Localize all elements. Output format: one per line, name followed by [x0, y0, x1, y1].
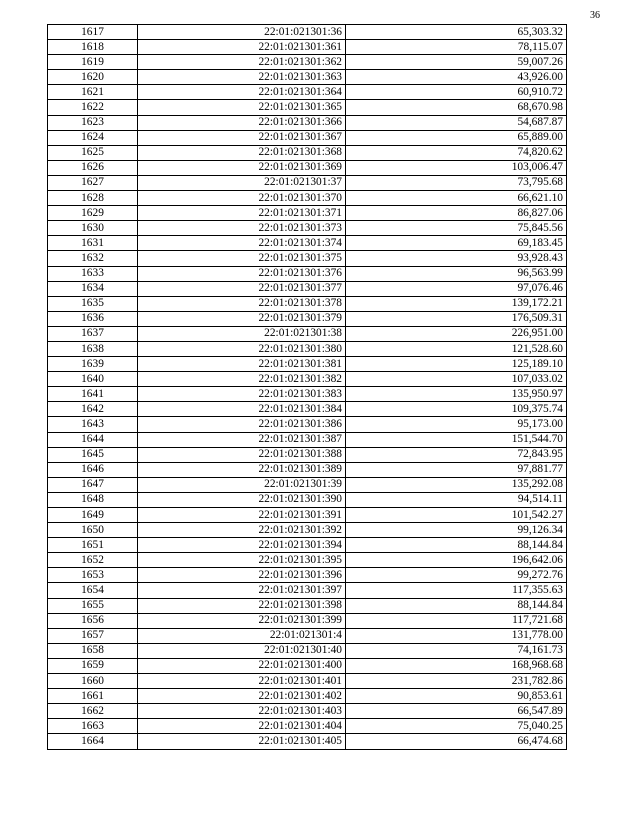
row-number-cell: 1640: [48, 372, 138, 387]
cadastral-value-cell: 107,033.02: [346, 372, 567, 387]
table-row: [48, 447, 567, 462]
cadastral-value-cell: 135,292.08: [346, 477, 567, 492]
table-row: [48, 130, 567, 145]
cadastral-value-cell: 65,889.00: [346, 130, 567, 145]
row-number-cell: 1650: [48, 523, 138, 538]
table-row: [48, 100, 567, 115]
row-number-cell: 1626: [48, 160, 138, 175]
cadastral-number-cell: 22:01:021301:368: [138, 145, 346, 160]
table-row: [48, 236, 567, 251]
cadastral-number-cell: 22:01:021301:400: [138, 658, 346, 673]
row-number-cell: 1628: [48, 191, 138, 206]
table-row: [48, 492, 567, 507]
cadastral-number-cell: 22:01:021301:392: [138, 523, 346, 538]
cadastral-value-cell: 176,509.31: [346, 311, 567, 326]
row-number-cell: 1641: [48, 387, 138, 402]
row-number-cell: 1653: [48, 568, 138, 583]
cadastral-value-cell: 73,795.68: [346, 175, 567, 190]
table-row: [48, 175, 567, 190]
table-row: [48, 568, 567, 583]
cadastral-number-cell: 22:01:021301:403: [138, 704, 346, 719]
cadastral-value-cell: 117,355.63: [346, 583, 567, 598]
row-number-cell: 1618: [48, 40, 138, 55]
cadastral-number-cell: 22:01:021301:405: [138, 734, 346, 749]
cadastral-value-cell: 66,547.89: [346, 704, 567, 719]
table-row: [48, 387, 567, 402]
row-number-cell: 1642: [48, 402, 138, 417]
cadastral-value-cell: 72,843.95: [346, 447, 567, 462]
row-number-cell: 1647: [48, 477, 138, 492]
table-row: [48, 628, 567, 643]
cadastral-value-cell: 97,076.46: [346, 281, 567, 296]
cadastral-value-cell: 75,040.25: [346, 719, 567, 734]
cadastral-number-cell: 22:01:021301:370: [138, 191, 346, 206]
cadastral-value-cell: 43,926.00: [346, 70, 567, 85]
table-row: [48, 40, 567, 55]
cadastral-value-cell: 66,474.68: [346, 734, 567, 749]
cadastral-number-cell: 22:01:021301:366: [138, 115, 346, 130]
cadastral-value-cell: 88,144.84: [346, 598, 567, 613]
table-row: [48, 643, 567, 658]
row-number-cell: 1629: [48, 206, 138, 221]
cadastral-number-cell: 22:01:021301:404: [138, 719, 346, 734]
row-number-cell: 1624: [48, 130, 138, 145]
cadastral-value-cell: 88,144.84: [346, 538, 567, 553]
table-row: [48, 25, 567, 40]
row-number-cell: 1623: [48, 115, 138, 130]
cadastral-value-cell: 75,845.56: [346, 221, 567, 236]
cadastral-value-cell: 66,621.10: [346, 191, 567, 206]
cadastral-number-cell: 22:01:021301:383: [138, 387, 346, 402]
cadastral-value-cell: 168,968.68: [346, 658, 567, 673]
cadastral-number-cell: 22:01:021301:384: [138, 402, 346, 417]
row-number-cell: 1627: [48, 175, 138, 190]
cadastral-value-cell: 74,820.62: [346, 145, 567, 160]
cadastral-number-cell: 22:01:021301:394: [138, 538, 346, 553]
row-number-cell: 1638: [48, 341, 138, 356]
row-number-cell: 1646: [48, 462, 138, 477]
cadastral-number-cell: 22:01:021301:371: [138, 206, 346, 221]
cadastral-number-cell: 22:01:021301:376: [138, 266, 346, 281]
cadastral-number-cell: 22:01:021301:401: [138, 674, 346, 689]
row-number-cell: 1655: [48, 598, 138, 613]
cadastral-value-cell: 99,126.34: [346, 523, 567, 538]
page-number: 36: [590, 10, 600, 21]
cadastral-number-cell: 22:01:021301:375: [138, 251, 346, 266]
table-row: [48, 674, 567, 689]
cadastral-number-cell: 22:01:021301:377: [138, 281, 346, 296]
table-row: [48, 583, 567, 598]
row-number-cell: 1643: [48, 417, 138, 432]
cadastral-value-cell: 226,951.00: [346, 326, 567, 341]
cadastral-number-cell: 22:01:021301:390: [138, 492, 346, 507]
table-row: [48, 221, 567, 236]
table-row: [48, 296, 567, 311]
cadastral-number-cell: 22:01:021301:362: [138, 55, 346, 70]
cadastral-number-cell: 22:01:021301:391: [138, 508, 346, 523]
cadastral-number-cell: 22:01:021301:386: [138, 417, 346, 432]
row-number-cell: 1644: [48, 432, 138, 447]
row-number-cell: 1619: [48, 55, 138, 70]
row-number-cell: 1630: [48, 221, 138, 236]
row-number-cell: 1625: [48, 145, 138, 160]
cadastral-value-cell: 90,853.61: [346, 689, 567, 704]
cadastral-number-cell: 22:01:021301:388: [138, 447, 346, 462]
row-number-cell: 1636: [48, 311, 138, 326]
table-row: [48, 311, 567, 326]
cadastral-value-cell: 135,950.97: [346, 387, 567, 402]
row-number-cell: 1664: [48, 734, 138, 749]
table-row: [48, 191, 567, 206]
cadastral-value-cell: 139,172.21: [346, 296, 567, 311]
row-number-cell: 1660: [48, 674, 138, 689]
row-number-cell: 1656: [48, 613, 138, 628]
row-number-cell: 1617: [48, 25, 138, 40]
cadastral-value-cell: 86,827.06: [346, 206, 567, 221]
table-row: [48, 357, 567, 372]
cadastral-number-cell: 22:01:021301:38: [138, 326, 346, 341]
cadastral-number-cell: 22:01:021301:365: [138, 100, 346, 115]
table-row: [48, 341, 567, 356]
table-row: [48, 206, 567, 221]
row-number-cell: 1659: [48, 658, 138, 673]
table-row: [48, 598, 567, 613]
table-row: [48, 266, 567, 281]
row-number-cell: 1620: [48, 70, 138, 85]
cadastral-number-cell: 22:01:021301:37: [138, 175, 346, 190]
cadastral-value-cell: 99,272.76: [346, 568, 567, 583]
cadastral-value-cell: 59,007.26: [346, 55, 567, 70]
cadastral-value-cell: 151,544.70: [346, 432, 567, 447]
cadastral-number-cell: 22:01:021301:363: [138, 70, 346, 85]
cadastral-value-cell: 95,173.00: [346, 417, 567, 432]
row-number-cell: 1639: [48, 357, 138, 372]
cadastral-number-cell: 22:01:021301:369: [138, 160, 346, 175]
table-row: [48, 85, 567, 100]
table-row: [48, 251, 567, 266]
row-number-cell: 1621: [48, 85, 138, 100]
cadastral-number-cell: 22:01:021301:378: [138, 296, 346, 311]
table-row: [48, 523, 567, 538]
table-row: [48, 689, 567, 704]
cadastral-number-cell: 22:01:021301:4: [138, 628, 346, 643]
cadastral-number-cell: 22:01:021301:397: [138, 583, 346, 598]
table-row: [48, 402, 567, 417]
row-number-cell: 1632: [48, 251, 138, 266]
cadastral-number-cell: 22:01:021301:398: [138, 598, 346, 613]
cadastral-value-cell: 109,375.74: [346, 402, 567, 417]
cadastral-value-table: [47, 24, 567, 750]
cadastral-number-cell: 22:01:021301:374: [138, 236, 346, 251]
table-row: [48, 477, 567, 492]
table-row: [48, 145, 567, 160]
cadastral-value-cell: 69,183.45: [346, 236, 567, 251]
table-row: [48, 658, 567, 673]
row-number-cell: 1645: [48, 447, 138, 462]
table-row: [48, 719, 567, 734]
table-row: [48, 281, 567, 296]
cadastral-value-cell: 231,782.86: [346, 674, 567, 689]
table-row: [48, 55, 567, 70]
cadastral-value-cell: 54,687.87: [346, 115, 567, 130]
cadastral-value-cell: 117,721.68: [346, 613, 567, 628]
cadastral-number-cell: 22:01:021301:373: [138, 221, 346, 236]
cadastral-value-cell: 131,778.00: [346, 628, 567, 643]
row-number-cell: 1633: [48, 266, 138, 281]
cadastral-number-cell: 22:01:021301:361: [138, 40, 346, 55]
cadastral-number-cell: 22:01:021301:367: [138, 130, 346, 145]
cadastral-value-cell: 94,514.11: [346, 492, 567, 507]
cadastral-number-cell: 22:01:021301:380: [138, 341, 346, 356]
cadastral-number-cell: 22:01:021301:39: [138, 477, 346, 492]
cadastral-value-cell: 196,642.06: [346, 553, 567, 568]
cadastral-number-cell: 22:01:021301:399: [138, 613, 346, 628]
cadastral-number-cell: 22:01:021301:396: [138, 568, 346, 583]
cadastral-number-cell: 22:01:021301:402: [138, 689, 346, 704]
cadastral-number-cell: 22:01:021301:387: [138, 432, 346, 447]
cadastral-number-cell: 22:01:021301:379: [138, 311, 346, 326]
cadastral-value-cell: 78,115.07: [346, 40, 567, 55]
cadastral-value-cell: 60,910.72: [346, 85, 567, 100]
cadastral-value-cell: 103,006.47: [346, 160, 567, 175]
table-row: [48, 462, 567, 477]
row-number-cell: 1654: [48, 583, 138, 598]
table-row: [48, 553, 567, 568]
cadastral-value-cell: 68,670.98: [346, 100, 567, 115]
row-number-cell: 1651: [48, 538, 138, 553]
cadastral-number-cell: 22:01:021301:40: [138, 643, 346, 658]
table-row: [48, 115, 567, 130]
table-row: [48, 432, 567, 447]
cadastral-number-cell: 22:01:021301:389: [138, 462, 346, 477]
table-row: [48, 704, 567, 719]
row-number-cell: 1658: [48, 643, 138, 658]
row-number-cell: 1649: [48, 508, 138, 523]
row-number-cell: 1622: [48, 100, 138, 115]
cadastral-number-cell: 22:01:021301:395: [138, 553, 346, 568]
cadastral-number-cell: 22:01:021301:36: [138, 25, 346, 40]
cadastral-value-cell: 97,881.77: [346, 462, 567, 477]
row-number-cell: 1661: [48, 689, 138, 704]
table-body: [48, 25, 567, 750]
row-number-cell: 1648: [48, 492, 138, 507]
cadastral-value-cell: 65,303.32: [346, 25, 567, 40]
cadastral-value-cell: 96,563.99: [346, 266, 567, 281]
cadastral-value-cell: 101,542.27: [346, 508, 567, 523]
row-number-cell: 1631: [48, 236, 138, 251]
table-row: [48, 613, 567, 628]
cadastral-number-cell: 22:01:021301:381: [138, 357, 346, 372]
row-number-cell: 1663: [48, 719, 138, 734]
table-row: [48, 734, 567, 749]
row-number-cell: 1637: [48, 326, 138, 341]
cadastral-number-cell: 22:01:021301:364: [138, 85, 346, 100]
table-row: [48, 160, 567, 175]
table-row: [48, 372, 567, 387]
row-number-cell: 1657: [48, 628, 138, 643]
cadastral-number-cell: 22:01:021301:382: [138, 372, 346, 387]
row-number-cell: 1635: [48, 296, 138, 311]
table-row: [48, 508, 567, 523]
row-number-cell: 1634: [48, 281, 138, 296]
row-number-cell: 1652: [48, 553, 138, 568]
cadastral-value-cell: 125,189.10: [346, 357, 567, 372]
table-row: [48, 538, 567, 553]
cadastral-value-cell: 93,928.43: [346, 251, 567, 266]
row-number-cell: 1662: [48, 704, 138, 719]
cadastral-value-cell: 74,161.73: [346, 643, 567, 658]
table-row: [48, 417, 567, 432]
table-row: [48, 326, 567, 341]
table-row: [48, 70, 567, 85]
cadastral-value-cell: 121,528.60: [346, 341, 567, 356]
